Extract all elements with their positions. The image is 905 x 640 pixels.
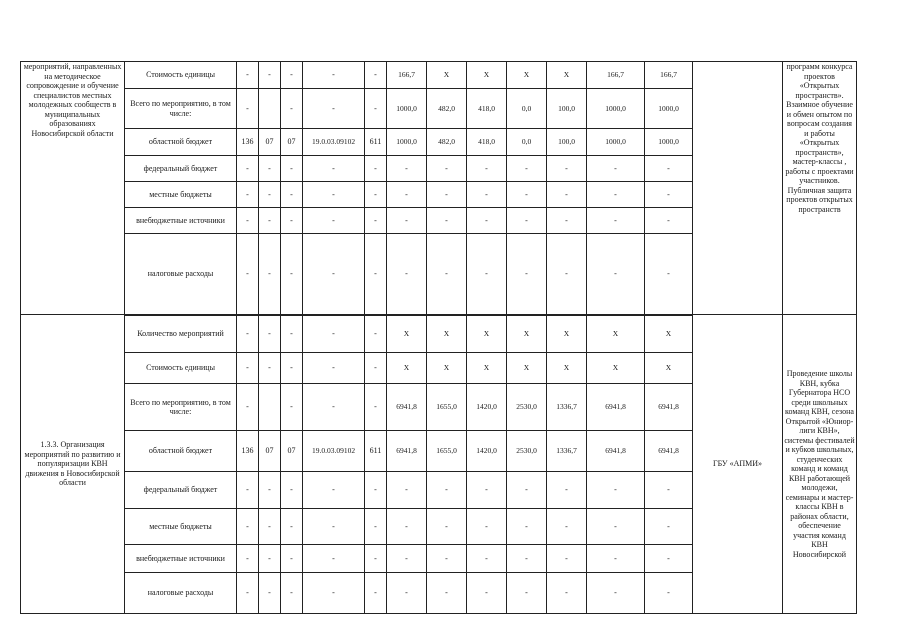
table-cell: X xyxy=(547,315,587,353)
table-cell: - xyxy=(387,573,427,614)
table-cell: - xyxy=(281,353,303,384)
table-cell: 482,0 xyxy=(427,89,467,129)
event-description: 1.3.3. Организация мероприятий по развитию и популяризации КВН движения в Новосибирской области xyxy=(21,315,125,614)
table-cell: - xyxy=(427,472,467,509)
table-cell: - xyxy=(467,156,507,182)
table-cell: - xyxy=(281,315,303,353)
table-cell: 1000,0 xyxy=(587,89,645,129)
source-label: федеральный бюджет xyxy=(125,472,237,509)
table-cell: - xyxy=(365,208,387,234)
source-label: налоговые расходы xyxy=(125,573,237,614)
table-cell: X xyxy=(587,353,645,384)
table-cell: - xyxy=(387,234,427,315)
table-cell: X xyxy=(427,315,467,353)
table-cell: - xyxy=(507,545,547,573)
table-cell: X xyxy=(467,353,507,384)
table-cell: - xyxy=(237,509,259,545)
table-cell: - xyxy=(365,62,387,89)
table-cell: - xyxy=(281,156,303,182)
executor-cell: ГБУ «АПМИ» xyxy=(693,315,783,614)
table-cell: - xyxy=(467,234,507,315)
source-label: местные бюджеты xyxy=(125,509,237,545)
table-cell: - xyxy=(547,573,587,614)
table-cell: 1000,0 xyxy=(587,129,645,156)
table-cell: - xyxy=(281,545,303,573)
table-cell: - xyxy=(547,472,587,509)
table-cell: X xyxy=(387,353,427,384)
table-cell: X xyxy=(387,315,427,353)
table-cell: 6941,8 xyxy=(645,431,693,472)
table-cell: - xyxy=(259,545,281,573)
table-cell: - xyxy=(259,182,281,208)
table-cell: X xyxy=(547,353,587,384)
table-cell: - xyxy=(365,156,387,182)
event-description: мероприятий, направленных на методическое сопровождение и обучение специалистов местных молодежных сообществ в муниципальных образованиях Новосибирской области xyxy=(21,62,125,315)
table-cell: - xyxy=(303,315,365,353)
table-cell: - xyxy=(587,509,645,545)
table-cell: 166,7 xyxy=(587,62,645,89)
table-cell: 07 xyxy=(281,129,303,156)
table-cell: - xyxy=(303,509,365,545)
table-cell: - xyxy=(645,545,693,573)
table-cell: 2530,0 xyxy=(507,431,547,472)
table-cell: 611 xyxy=(365,129,387,156)
table-cell: - xyxy=(365,182,387,208)
table-cell: - xyxy=(237,573,259,614)
table-cell: - xyxy=(259,234,281,315)
table-cell: - xyxy=(365,89,387,129)
table-cell: - xyxy=(259,509,281,545)
table-cell: - xyxy=(281,208,303,234)
source-label: областной бюджет xyxy=(125,431,237,472)
table-cell: 611 xyxy=(365,431,387,472)
table-cell: 1655,0 xyxy=(427,431,467,472)
table-cell: - xyxy=(281,384,303,431)
table-cell: 0,0 xyxy=(507,129,547,156)
table-cell: - xyxy=(645,156,693,182)
table-cell: - xyxy=(467,208,507,234)
table-row xyxy=(21,62,857,89)
table-cell: 6941,8 xyxy=(587,384,645,431)
table-cell: - xyxy=(237,545,259,573)
table-cell: 136 xyxy=(237,431,259,472)
table-row xyxy=(21,315,857,353)
source-label: местные бюджеты xyxy=(125,182,237,208)
table-cell: - xyxy=(237,89,259,129)
table-cell: - xyxy=(427,573,467,614)
table-cell: - xyxy=(427,182,467,208)
table-cell: - xyxy=(387,156,427,182)
table-cell: 6941,8 xyxy=(587,431,645,472)
table-cell: - xyxy=(259,62,281,89)
table-cell: - xyxy=(303,384,365,431)
table-cell xyxy=(259,384,281,431)
table-cell: - xyxy=(387,509,427,545)
table-cell: - xyxy=(387,545,427,573)
source-label: Количество мероприятий xyxy=(125,315,237,353)
table-cell: - xyxy=(387,182,427,208)
table-cell: - xyxy=(587,234,645,315)
table-cell: X xyxy=(645,315,693,353)
expected-result: программ конкурса проектов «Открытых пространств». Взаимное обучение и обмен опытом по вопросам создания и работы «Открытых пространств», мастер-классы , работы с проектами участников. Публичная защита проектов открытых пространств xyxy=(783,62,857,315)
table-cell: 1336,7 xyxy=(547,431,587,472)
table-cell: - xyxy=(303,89,365,129)
table-cell: - xyxy=(237,353,259,384)
table-cell: - xyxy=(547,234,587,315)
table-cell: - xyxy=(365,315,387,353)
table-cell: - xyxy=(281,234,303,315)
table-cell: X xyxy=(645,353,693,384)
table-cell: - xyxy=(547,208,587,234)
table-cell: - xyxy=(303,353,365,384)
table-cell: - xyxy=(303,62,365,89)
table-cell: - xyxy=(303,234,365,315)
table-cell: 1000,0 xyxy=(387,89,427,129)
table-cell: X xyxy=(427,62,467,89)
table-cell: - xyxy=(259,315,281,353)
table-cell: - xyxy=(281,509,303,545)
table-cell: 166,7 xyxy=(645,62,693,89)
table-cell: 418,0 xyxy=(467,89,507,129)
table-cell: - xyxy=(237,182,259,208)
table-cell: - xyxy=(507,573,547,614)
table-cell: - xyxy=(645,182,693,208)
table-cell: - xyxy=(645,208,693,234)
table-cell: 1000,0 xyxy=(645,89,693,129)
source-label: федеральный бюджет xyxy=(125,156,237,182)
table-cell: - xyxy=(303,545,365,573)
table-cell: X xyxy=(467,315,507,353)
table-cell: - xyxy=(507,182,547,208)
table-cell: 1000,0 xyxy=(387,129,427,156)
table-cell: - xyxy=(237,208,259,234)
table-cell: - xyxy=(281,89,303,129)
table-cell: - xyxy=(365,234,387,315)
table-cell: - xyxy=(467,472,507,509)
table-cell: - xyxy=(507,234,547,315)
table-cell: 6941,8 xyxy=(645,384,693,431)
table-cell: - xyxy=(365,509,387,545)
table-cell: - xyxy=(547,182,587,208)
table-cell: X xyxy=(507,353,547,384)
table-cell: - xyxy=(507,156,547,182)
table-cell: - xyxy=(507,472,547,509)
table-cell: - xyxy=(259,472,281,509)
table-cell: - xyxy=(547,545,587,573)
table-cell: - xyxy=(587,573,645,614)
table-cell: 07 xyxy=(259,129,281,156)
table-cell: - xyxy=(259,353,281,384)
table-cell: X xyxy=(587,315,645,353)
table-cell: - xyxy=(467,182,507,208)
table-cell: 0,0 xyxy=(507,89,547,129)
table-cell: X xyxy=(467,62,507,89)
table-cell: 19.0.03.09102 xyxy=(303,431,365,472)
table-cell: - xyxy=(237,384,259,431)
table-cell: - xyxy=(387,472,427,509)
source-label: Всего по мероприятию, в том числе: xyxy=(125,89,237,129)
table-cell: 6941,8 xyxy=(387,384,427,431)
source-label: областной бюджет xyxy=(125,129,237,156)
table-cell: - xyxy=(259,156,281,182)
table-cell: - xyxy=(259,573,281,614)
table-cell: X xyxy=(507,62,547,89)
table-cell: X xyxy=(507,315,547,353)
table-cell: - xyxy=(237,156,259,182)
table-cell: - xyxy=(365,545,387,573)
table-cell: - xyxy=(281,182,303,208)
table-cell: 1420,0 xyxy=(467,431,507,472)
table-cell: - xyxy=(587,156,645,182)
table-cell: - xyxy=(645,509,693,545)
table-cell: 2530,0 xyxy=(507,384,547,431)
source-label: налоговые расходы xyxy=(125,234,237,315)
table-cell: 07 xyxy=(281,431,303,472)
table-cell: 166,7 xyxy=(387,62,427,89)
table-cell: - xyxy=(237,472,259,509)
table-cell: - xyxy=(387,208,427,234)
table-cell: - xyxy=(259,208,281,234)
table-cell: 1655,0 xyxy=(427,384,467,431)
table-cell: 482,0 xyxy=(427,129,467,156)
table-cell: - xyxy=(507,509,547,545)
table-cell: - xyxy=(303,208,365,234)
table-cell: - xyxy=(427,208,467,234)
table-cell: - xyxy=(587,545,645,573)
table-cell: 1336,7 xyxy=(547,384,587,431)
table-cell: 100,0 xyxy=(547,89,587,129)
expected-result: Проведение школы КВН, кубка Губернатора НСО среди школьных команд КВН, сезона Открытой «Юниор-лиги КВН», системы фестивалей и кубков школьных, студенческих команд и команд КВН работающей молодежи, семинары и мастер-классы КВН в районах области, обеспечение участия команд КВН Новосибирской xyxy=(783,315,857,614)
table-cell: - xyxy=(281,573,303,614)
table-cell: - xyxy=(281,62,303,89)
table-cell: 136 xyxy=(237,129,259,156)
table-cell: - xyxy=(365,384,387,431)
table-cell: 418,0 xyxy=(467,129,507,156)
table-cell: - xyxy=(507,208,547,234)
table-cell: - xyxy=(303,573,365,614)
table-cell: - xyxy=(237,234,259,315)
table-cell: - xyxy=(587,208,645,234)
table-cell: - xyxy=(303,156,365,182)
table-cell: 1000,0 xyxy=(645,129,693,156)
table-cell: 1420,0 xyxy=(467,384,507,431)
table-cell: - xyxy=(645,472,693,509)
table-cell: - xyxy=(303,472,365,509)
source-label: Всего по мероприятию, в том числе: xyxy=(125,384,237,431)
table-cell: - xyxy=(547,156,587,182)
table-cell: - xyxy=(237,315,259,353)
source-label: внебюджетные источники xyxy=(125,208,237,234)
table-cell: - xyxy=(467,545,507,573)
budget-table xyxy=(20,61,857,614)
table-cell: - xyxy=(427,509,467,545)
table-cell: - xyxy=(467,509,507,545)
table-cell: 6941,8 xyxy=(387,431,427,472)
table-cell: X xyxy=(547,62,587,89)
executor-cell xyxy=(693,62,783,315)
table-cell: - xyxy=(365,472,387,509)
table-cell: - xyxy=(281,472,303,509)
table-cell: - xyxy=(427,156,467,182)
table-cell: - xyxy=(645,573,693,614)
table-cell: 19.0.03.09102 xyxy=(303,129,365,156)
table-cell: - xyxy=(303,182,365,208)
table-cell: - xyxy=(365,353,387,384)
table-cell: - xyxy=(365,573,387,614)
source-label: внебюджетные источники xyxy=(125,545,237,573)
table-cell: - xyxy=(587,182,645,208)
source-label: Стоимость единицы xyxy=(125,62,237,89)
table-cell: - xyxy=(587,472,645,509)
table-cell: - xyxy=(427,545,467,573)
table-cell: - xyxy=(427,234,467,315)
table-cell: 100,0 xyxy=(547,129,587,156)
table-cell xyxy=(259,89,281,129)
source-label: Стоимость единицы xyxy=(125,353,237,384)
table-cell: - xyxy=(645,234,693,315)
table-cell: 07 xyxy=(259,431,281,472)
table-cell: - xyxy=(547,509,587,545)
table-cell: X xyxy=(427,353,467,384)
table-cell: - xyxy=(237,62,259,89)
table-cell: - xyxy=(467,573,507,614)
